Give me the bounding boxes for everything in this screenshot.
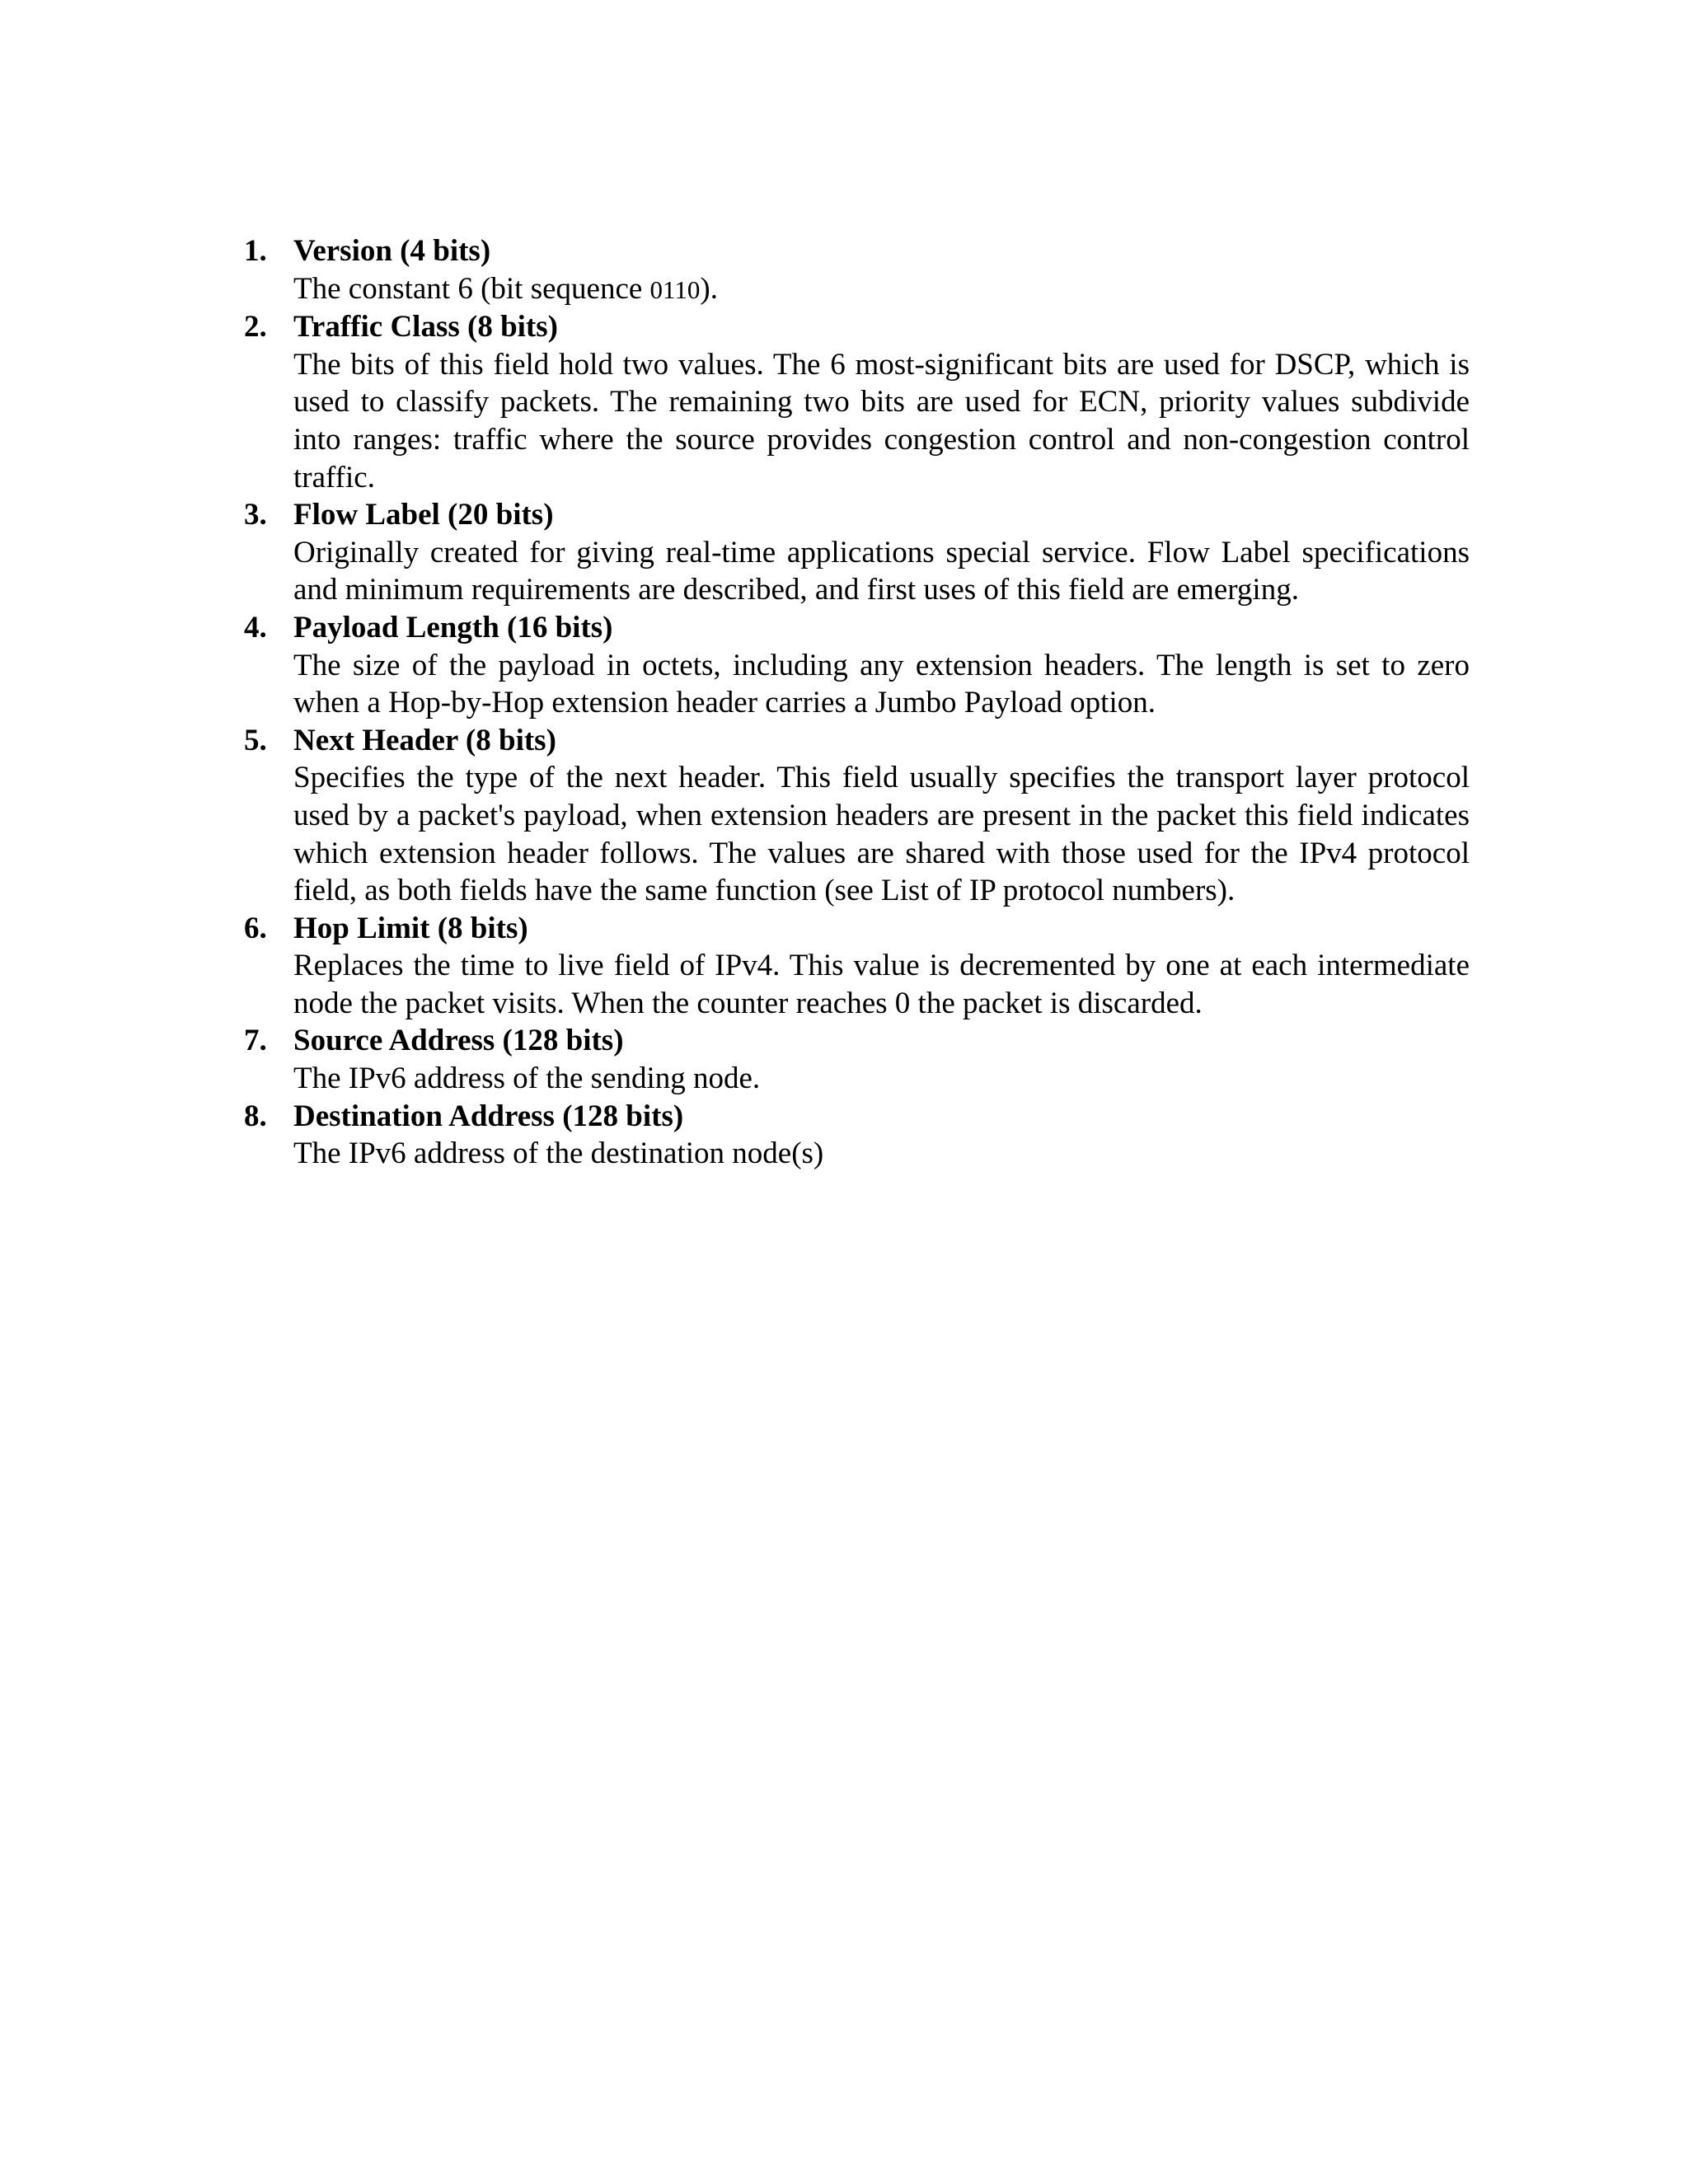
list-item-version bbox=[244, 232, 1470, 308]
item-title: Payload Length (16 bits) bbox=[293, 610, 613, 644]
item-description: Specifies the type of the next header. This field usually specifies the transport layer protocol used by a packet's payload, when extension headers are present in the packet this field indicates which extension header follows. The values are shared with those used for the IPv4 protocol field, as both fields have the same function (see List of IP protocol numbers). bbox=[293, 761, 1470, 908]
item-title: Next Header (8 bits) bbox=[293, 723, 556, 757]
item-number: 7. bbox=[244, 1024, 267, 1058]
item-number: 5. bbox=[244, 723, 267, 757]
item-title: Traffic Class (8 bits) bbox=[293, 310, 558, 344]
item-description bbox=[293, 270, 1470, 309]
list-item-source-address bbox=[244, 1022, 1470, 1097]
item-number: 6. bbox=[244, 911, 267, 945]
item-description: The IPv6 address of the destination node(s) bbox=[293, 1137, 824, 1171]
list-item-next-header bbox=[244, 722, 1470, 910]
item-number: 2. bbox=[244, 310, 267, 344]
item-number: 4. bbox=[244, 610, 267, 644]
item-description-end: ). bbox=[700, 271, 718, 306]
list-item-traffic-class bbox=[244, 308, 1470, 496]
list-item-destination-address bbox=[244, 1098, 1470, 1173]
item-title: Version (4 bits) bbox=[293, 234, 491, 268]
list-item-hop-limit bbox=[244, 910, 1470, 1023]
list-item-payload-length bbox=[244, 609, 1470, 722]
item-number: 3. bbox=[244, 498, 267, 532]
item-description: The size of the payload in octets, including any extension headers. The length is set to zero when a Hop-by-Hop extension header carries a Jumbo Payload option. bbox=[293, 648, 1470, 720]
item-number: 8. bbox=[244, 1099, 267, 1133]
item-description: The IPv6 address of the sending node. bbox=[293, 1062, 761, 1096]
item-title: Hop Limit (8 bits) bbox=[293, 911, 528, 945]
item-description: Originally created for giving real-time applications special service. Flow Label specifications and minimum requirements are described, and first uses of this field are emerging. bbox=[293, 535, 1470, 607]
item-title: Source Address (128 bits) bbox=[293, 1024, 624, 1058]
item-description-text: The constant 6 (bit sequence bbox=[293, 271, 650, 306]
item-title: Flow Label (20 bits) bbox=[293, 498, 554, 532]
list-item-flow-label bbox=[244, 496, 1470, 609]
item-number: 1. bbox=[244, 234, 267, 268]
item-description: Replaces the time to live field of IPv4. This value is decremented by one at each intermediate node the packet visits. When the counter reaches 0 the packet is discarded. bbox=[293, 949, 1470, 1020]
bit-sequence-code: 0110 bbox=[649, 274, 701, 304]
item-description: The bits of this field hold two values. The 6 most-significant bits are used for DSCP, which is used to classify packets. The remaining two bits are used for ECN, priority values subdivide into ranges: traffic where the source provides congestion control and non-congestion control traffic. bbox=[293, 347, 1470, 494]
item-title: Destination Address (128 bits) bbox=[293, 1099, 684, 1133]
ipv6-header-field-list bbox=[244, 232, 1470, 1173]
